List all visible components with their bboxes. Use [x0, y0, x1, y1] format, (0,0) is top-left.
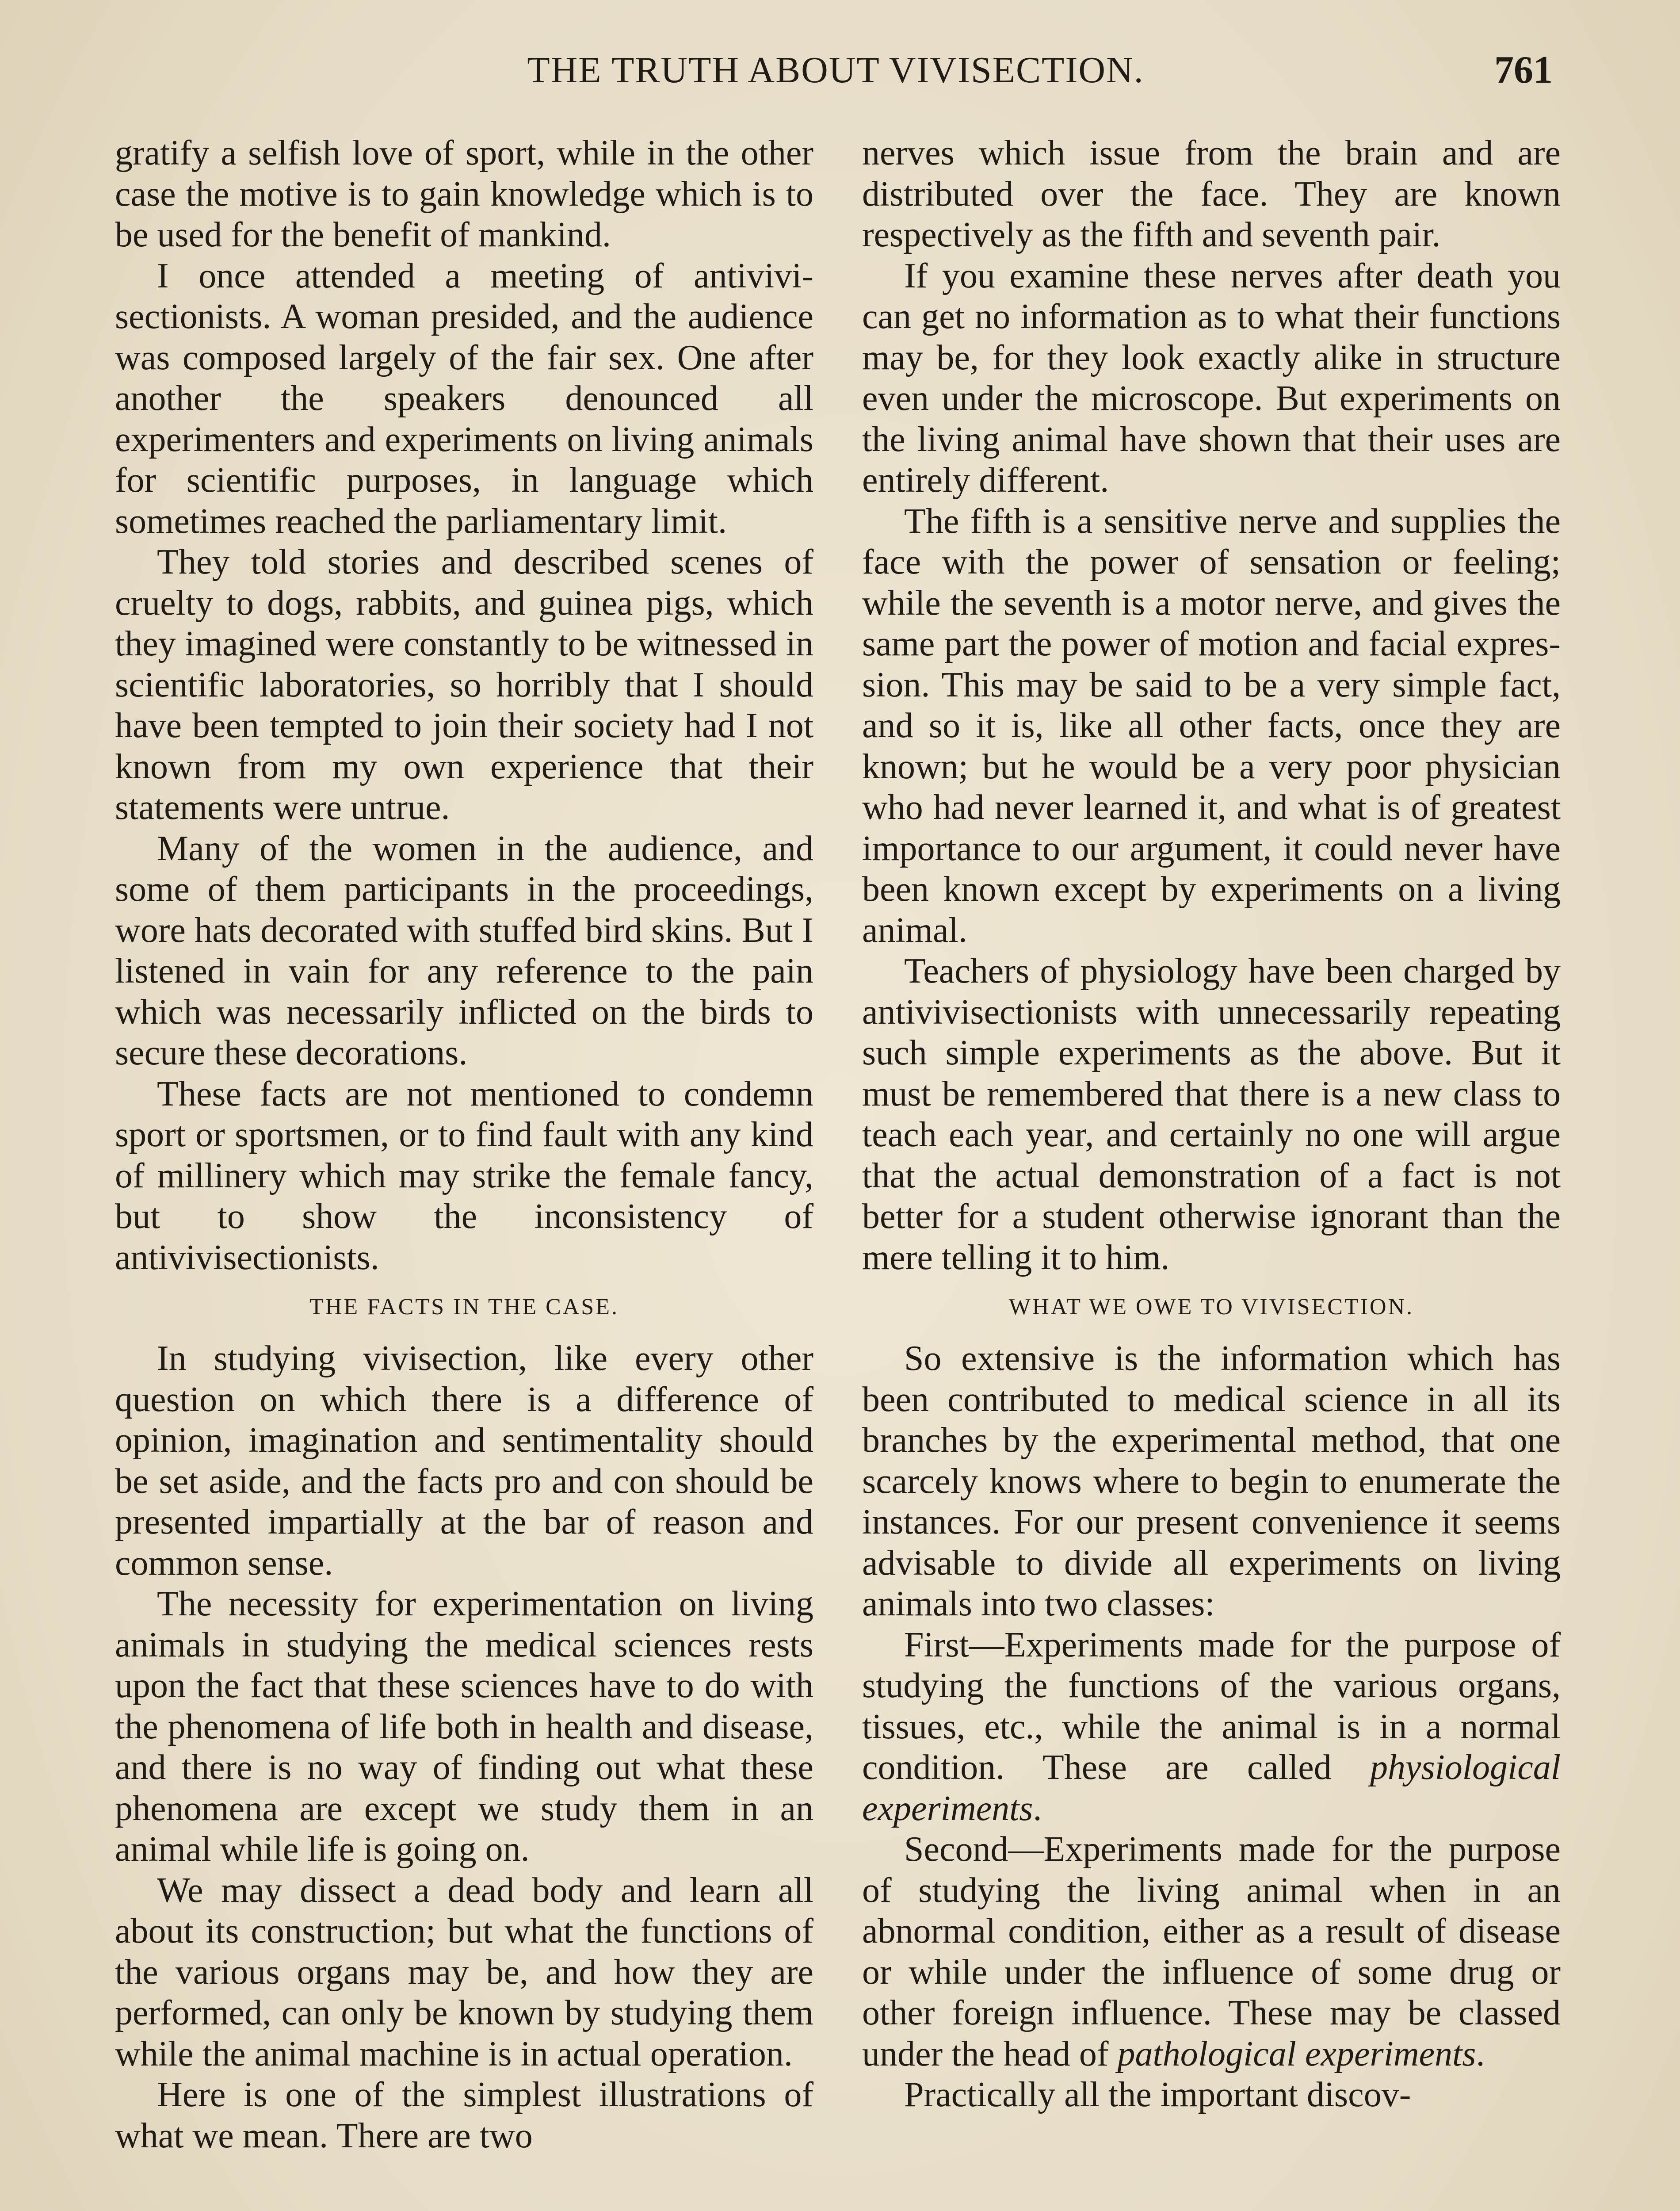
paragraph: The fifth is a sensitive nerve and supplies the face with the power of sensation or feeling; while the seventh is a motor nerve, and gives the same part the power of motion and facial expression. This may be said to be a very simple fact, and so it is, like all other facts, once they are known; but he would be a very poor physician who had never learned it, and what is of greatest importance to our argument, it could never have been known except by experiments on a living animal. [862, 501, 1561, 950]
page-number: 761 [1494, 49, 1553, 92]
running-title: THE TRUTH ABOUT VIVISECTION. [527, 50, 1144, 91]
paragraph [862, 1829, 1561, 2074]
paragraph: So extensive is the information which has been contributed to medical science in all its branches by the experimental method, that one scarcely knows where to begin to enumerate the instances. For our present convenience it seems advisable to divide all experiments on living animals into two classes: [862, 1339, 1561, 1623]
section-heading: THE FACTS IN THE CASE. [309, 1294, 619, 1320]
continued-paragraph: gratify a selfish love of sport, while in the other case the motive is to gain knowledge which is to be used for the benefit of mankind. [115, 134, 813, 254]
paragraph: Teachers of physiology have been charged by antivivisectionists with unnecessarily repeating such simple experiments as the above. But it must be remembered that there is a new class to teach each year, and certainly no one will argue that the actual demonstration of a fact is not better for a student otherwise ignorant than the mere telling it to him. [862, 952, 1561, 1277]
paragraph: They told stories and described scenes of cruelty to dogs, rabbits, and guinea pigs, which they imagined were constantly to be witnessed in scientific laboratories, so horribly that I should have been tempted to join their society had I not known from my own experience that their statements were untrue. [115, 543, 813, 827]
paragraph: I once attended a meeting of antivivisectionists. A woman presided, and the audience was composed largely of the fair sex. One after another the speakers denounced all experimenters and experiments on living animals for scientific purposes, in language which sometimes reached the parliamentary limit. [115, 256, 813, 541]
paragraph-text: Second—Experiments made for the purpose of studying the living animal when in an abnormal condition, either as a result of disease or while under the influence of some drug or other foreign influence. These may be classed under the head of [862, 1830, 1561, 2073]
left-column [115, 133, 813, 2156]
paragraph: These facts are not mentioned to condemn sport or sportsmen, or to find fault with any kind of millinery which may strike the female fancy, but to show the inconsistency of antivivisectionists. [115, 1074, 813, 1277]
paragraph: The necessity for experimentation on living animals in studying the medical sciences rests upon the fact that these sciences have to do with the phenomena of life both in health and disease, and there is no way of finding out what these phenomena are except we study them in an animal while life is going on. [115, 1584, 813, 1869]
right-column [862, 133, 1561, 2115]
emphasized-term: pathological experiments [1117, 2034, 1476, 2073]
paragraph: Many of the women in the audience, and some of them participants in the proceedings, wore hats decorated with stuffed bird skins. But I listened in vain for any reference to the pain which was necessarily inflicted on the birds to secure these decorations. [115, 829, 813, 1072]
continued-paragraph: nerves which issue from the brain and are distributed over the face. They are known respectively as the fifth and seventh pair. [862, 134, 1561, 254]
section-heading: WHAT WE OWE TO VIVISECTION. [1008, 1294, 1414, 1320]
paragraph-text: First—Experiments made for the purpose of studying the functions of the various organs, tissues, etc., while the animal is in a normal condition. These are called [862, 1625, 1561, 1787]
paragraph: Practically all the important discov- [904, 2075, 1411, 2114]
paragraph: We may dissect a dead body and learn all about its construction; but what the functions of the various organs may be, and how they are performed, can only be known by studying them while the animal machine is in actual operation. [115, 1871, 813, 2073]
paragraph-tail: . [1476, 2034, 1485, 2073]
paragraph: If you examine these nerves after death you can get no information as to what their functions may be, for they look exactly alike in structure even under the microscope. But experiments on the living animal have shown that their uses are entirely different. [862, 256, 1561, 500]
paragraph [862, 1625, 1561, 1829]
paragraph: Here is one of the simplest illustrations of what we mean. There are two [115, 2075, 813, 2155]
paragraph: In studying vivisection, like every other question on which there is a difference of opinion, imagination and sentimentality should be set aside, and the facts pro and con should be presented impartially at the bar of reason and common sense. [115, 1339, 813, 1583]
paragraph-tail: . [1033, 1789, 1042, 1828]
emphasized-term: physiological experiments [862, 1748, 1561, 1828]
